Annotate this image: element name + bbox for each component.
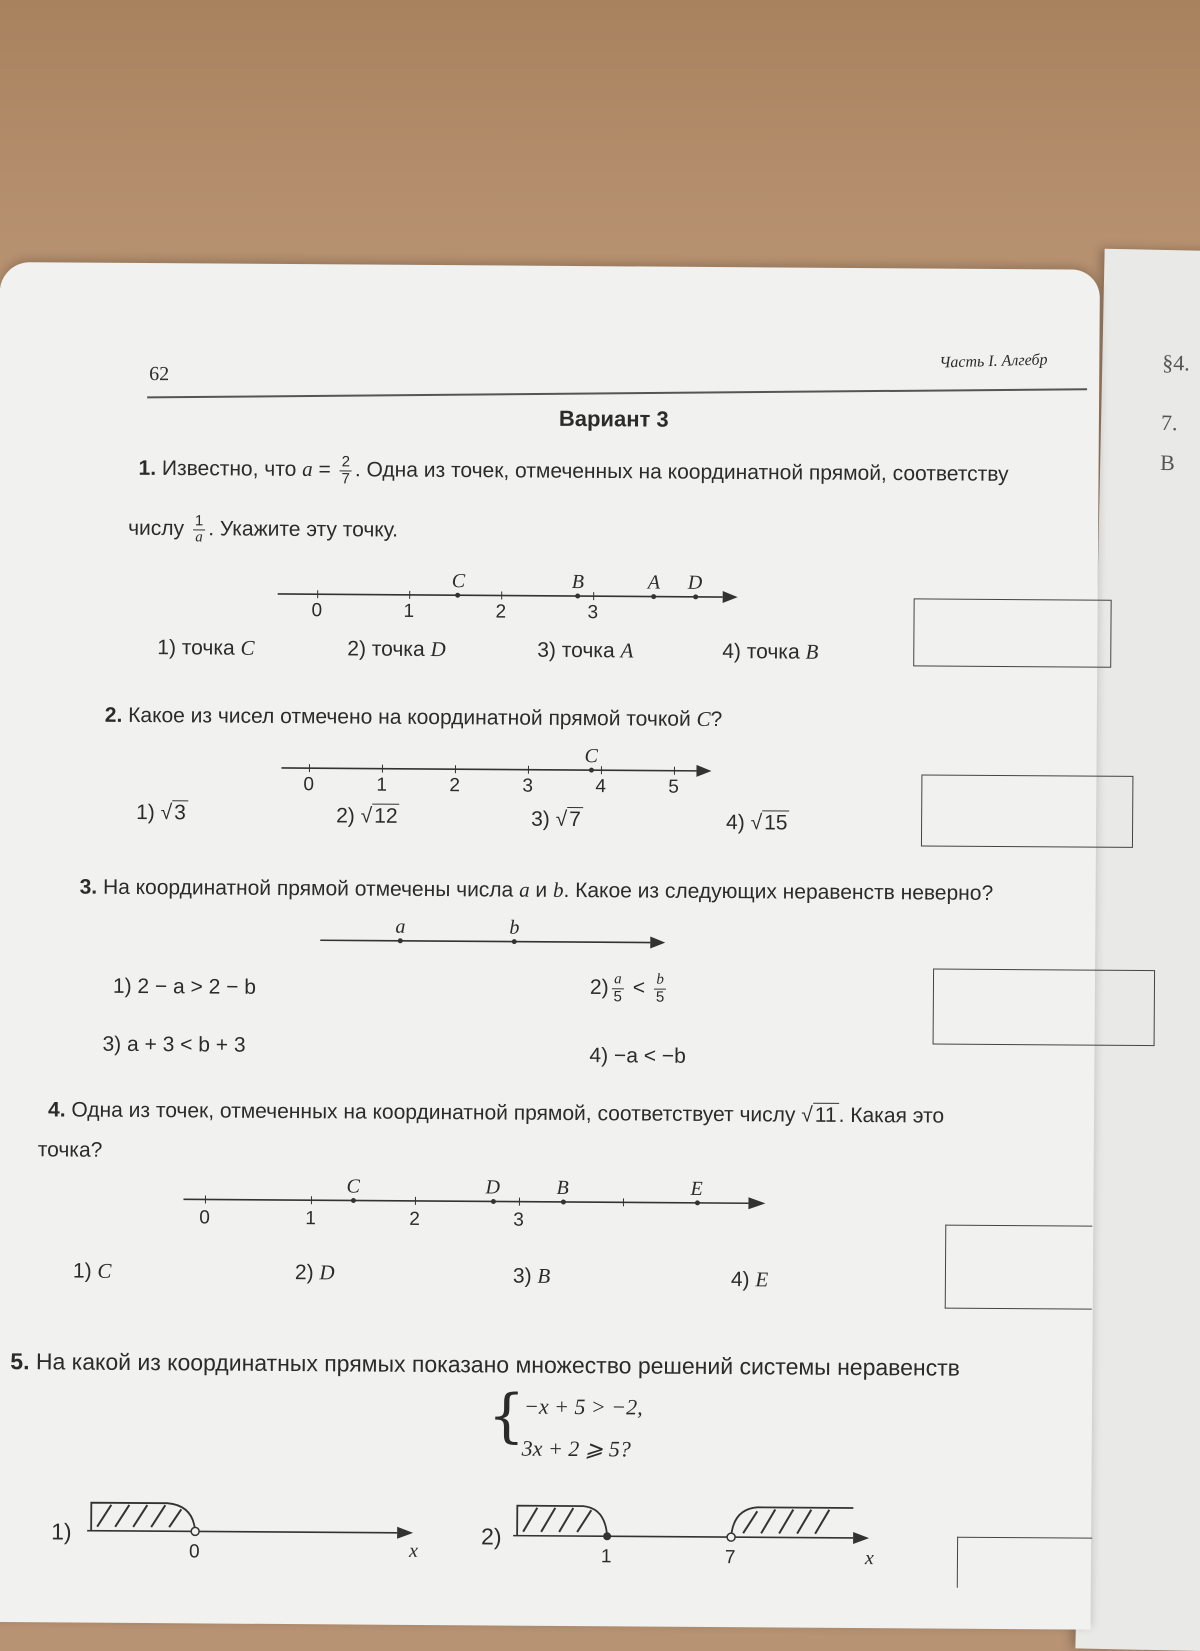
q2-tick-label: 1	[376, 775, 387, 796]
worksheet-page	[0, 262, 1100, 1630]
q3-point-label: a	[395, 916, 405, 938]
q1-inverse-fraction	[193, 513, 206, 546]
adjacent-page-line: В	[1160, 450, 1175, 476]
q2-tick-label: 0	[303, 774, 314, 795]
q5-opt2-open-point	[727, 1533, 735, 1541]
q3-option-4[interactable]: 4) −a < −b	[589, 1044, 685, 1069]
q2-option-1[interactable]	[136, 801, 188, 825]
q1-tick-label: 0	[312, 600, 323, 621]
q1-eq: =	[313, 458, 337, 481]
q2-point-label: C	[584, 745, 598, 767]
q3-frac-a-bot: 5	[612, 989, 624, 1005]
q4-option-text: 1)	[73, 1260, 98, 1283]
q3-frac-b	[654, 973, 667, 1006]
q4-tick-label: 3	[513, 1210, 524, 1231]
q4-arrow	[748, 1197, 765, 1209]
section-title: Часть I. Алгебр	[939, 351, 1048, 372]
q2-text: Какое из чисел отмечено на координатной прямой точкой	[128, 704, 697, 731]
q1-point-label: C	[452, 570, 466, 592]
q1-tick-label: 3	[587, 602, 598, 623]
q3-arrow	[650, 937, 665, 949]
q4-radicand: 11	[813, 1103, 839, 1127]
q5-option-1-number-line	[87, 1491, 427, 1563]
q4-tick-label: 2	[409, 1209, 420, 1230]
q4-number-line	[183, 1169, 783, 1233]
q1-fraction	[339, 454, 352, 487]
q4-option-value: D	[319, 1260, 334, 1284]
q2-tick-label: 5	[668, 777, 679, 798]
q4-option-value: B	[537, 1264, 550, 1288]
q1-text-b: . Одна из точек, отмеченных на координатной прямой, соответству	[355, 458, 1009, 486]
q1-option-3[interactable]	[537, 638, 633, 664]
q1-frac-top: 2	[340, 454, 352, 471]
q3-var-b: b	[553, 878, 564, 902]
q2-number-line	[281, 740, 731, 803]
q1-line2	[128, 513, 398, 547]
q4-point-mark	[351, 1198, 356, 1203]
q5-opt2-left-hatching	[523, 1508, 591, 1532]
q2-option-3[interactable]	[531, 808, 583, 832]
q3-number: 3.	[80, 876, 98, 899]
q2-tick-label: 2	[449, 775, 460, 796]
q1-inv-top: 1	[193, 513, 205, 530]
q4-answer-box[interactable]	[945, 1225, 1093, 1310]
q3-frac-b-bot: 5	[654, 989, 666, 1005]
q4-text-line2: точка?	[38, 1138, 103, 1162]
q2-option-radicand: 7	[567, 807, 583, 831]
q1-text-c: числу	[128, 517, 190, 540]
q4-option-text: 4)	[731, 1268, 756, 1291]
q2-option-radicand: 12	[372, 804, 400, 828]
q1-option-value: C	[240, 636, 254, 660]
q5-opt1-open-point	[191, 1527, 199, 1535]
q5-option-2-number-line	[513, 1494, 893, 1569]
q1-option-text: 2) точка	[347, 637, 430, 661]
q2-option-text: 1)	[136, 801, 161, 824]
q4-point-label: E	[689, 1178, 702, 1200]
q3-less-than: <	[633, 976, 645, 999]
q5-text: На какой из координатных прямых показано множество решений системы неравенств	[36, 1348, 960, 1380]
q4-option-text: 3)	[513, 1265, 538, 1288]
q1-option-text: 4) точка	[722, 640, 805, 664]
sqrt-symbol: √11	[801, 1104, 839, 1128]
q5-opt2-arrow	[853, 1532, 869, 1544]
adjacent-page-line: 7.	[1161, 410, 1178, 436]
q1-frac-bot: 7	[339, 471, 351, 487]
q3-point-mark	[398, 938, 403, 943]
q4-text-line1	[48, 1098, 944, 1128]
q5-opt1-hatching	[97, 1505, 181, 1528]
q2-text-line	[105, 703, 723, 732]
q4-option-1[interactable]	[73, 1259, 112, 1284]
q4-point-mark	[491, 1199, 496, 1204]
q1-option-value: D	[430, 637, 445, 661]
q2-point-mark	[589, 768, 594, 773]
q1-number: 1.	[138, 457, 156, 480]
q4-number: 4.	[48, 1098, 66, 1121]
q4-option-value: E	[755, 1267, 768, 1291]
q5-text-line	[10, 1348, 960, 1382]
q2-arrow	[696, 765, 711, 777]
q3-frac-a-top: a	[612, 972, 624, 989]
q3-point-label: b	[509, 917, 519, 939]
q1-arrow	[723, 591, 738, 603]
q1-option-text: 1) точка	[157, 636, 240, 660]
desk-background	[0, 0, 1200, 300]
q2-option-2[interactable]	[336, 804, 400, 828]
q1-line1	[138, 453, 1008, 492]
q2-tick-label: 4	[595, 776, 606, 797]
header-rule	[147, 388, 1087, 398]
q1-text-d: . Укажите эту точку.	[208, 517, 398, 541]
q5-inequality-2: 3x + 2 ⩾ 5?	[522, 1436, 631, 1463]
q2-option-radicand: 15	[762, 810, 790, 834]
q5-opt2-tick-label: 1	[601, 1546, 612, 1567]
q3-number-line	[320, 912, 680, 955]
q3-text-end: . Какое из следующих неравенств неверно?	[563, 879, 993, 905]
q5-option-1-label[interactable]: 1)	[51, 1518, 72, 1545]
q5-opt1-axis-var: x	[408, 1540, 418, 1562]
q3-frac-a	[612, 972, 625, 1005]
q1-inv-bot: a	[193, 530, 205, 546]
q5-opt2-axis	[513, 1536, 853, 1538]
q3-point-mark	[512, 939, 517, 944]
sqrt-symbol: √7	[556, 808, 583, 832]
q4-text: Одна из точек, отмеченных на координатной прямой, соответствует числу	[71, 1099, 801, 1127]
q3-text-line	[80, 875, 994, 906]
q5-opt2-closed-point	[603, 1532, 611, 1540]
q1-number-line	[277, 564, 757, 627]
q5-answer-box[interactable]	[957, 1537, 1092, 1589]
q2-answer-box[interactable]	[921, 774, 1133, 847]
q4-point-label: B	[556, 1177, 568, 1199]
q1-tick-label: 1	[403, 601, 414, 622]
q5-opt2-axis-var: x	[864, 1547, 874, 1569]
q3-and: и	[530, 879, 554, 902]
q4-option-value: C	[97, 1259, 111, 1283]
sqrt-symbol: √12	[361, 805, 400, 829]
q4-tick-label: 1	[305, 1208, 316, 1229]
q2-option-radicand: 3	[172, 800, 188, 824]
q2-axis	[281, 768, 696, 771]
q1-text-a: Известно, что	[162, 457, 302, 481]
q1-point-label: A	[646, 572, 661, 594]
q3-text: На координатной прямой отмечены числа	[103, 876, 519, 902]
q3-option-1[interactable]: 1) 2 − a > 2 − b	[113, 975, 256, 1000]
q1-option-value: B	[805, 640, 818, 664]
q5-opt1-tick-label: 0	[189, 1541, 200, 1562]
q1-var: a	[302, 457, 313, 481]
q5-opt1-shading-arc	[91, 1503, 195, 1532]
q1-option-2[interactable]	[347, 636, 446, 662]
adjacent-page-line: §4.	[1162, 350, 1190, 377]
variant-title: Вариант 3	[559, 406, 669, 433]
q3-answer-box[interactable]	[933, 969, 1156, 1047]
q1-point-mark	[575, 594, 580, 599]
q3-axis	[320, 940, 650, 942]
q1-answer-box[interactable]	[913, 598, 1111, 667]
q5-option-2-label[interactable]: 2)	[481, 1523, 502, 1550]
q4-axis	[183, 1199, 748, 1203]
page-number: 62	[149, 363, 169, 386]
q4-option-2[interactable]	[295, 1260, 335, 1285]
sqrt-symbol: √15	[751, 811, 790, 835]
q2-option-text: 3)	[531, 808, 556, 831]
q4-point-mark	[561, 1199, 566, 1204]
q5-opt1-axis	[87, 1531, 397, 1533]
q1-option-4[interactable]	[722, 639, 818, 665]
q1-option-1[interactable]	[157, 635, 254, 661]
q2-option-text: 2)	[336, 804, 361, 827]
q1-option-value: A	[620, 638, 633, 662]
q1-point-mark	[651, 594, 656, 599]
q1-point-label: D	[687, 572, 703, 594]
q3-option-text: 2)	[590, 976, 609, 999]
q3-frac-b-top: b	[654, 973, 666, 990]
q4-text-end: . Какая это	[839, 1104, 945, 1128]
q1-tick-label: 2	[495, 601, 506, 622]
q4-option-3[interactable]	[513, 1264, 551, 1289]
q5-opt2-right-hatching	[743, 1509, 829, 1534]
q1-point-mark	[455, 593, 460, 598]
q3-var-a: a	[519, 878, 530, 902]
q2-option-4[interactable]	[726, 811, 790, 835]
q4-option-4[interactable]	[731, 1267, 769, 1292]
q5-opt2-tick-label: 7	[725, 1547, 736, 1568]
q5-inequality-1: −x + 5 > −2,	[524, 1394, 643, 1421]
q1-point-label: B	[572, 571, 584, 593]
q2-number: 2.	[105, 704, 123, 727]
sqrt-symbol: √3	[161, 801, 188, 825]
q3-option-3[interactable]: 3) a + 3 < b + 3	[102, 1033, 245, 1058]
q3-option-2[interactable]	[590, 972, 670, 1005]
system-brace: {	[488, 1381, 525, 1449]
q2-end: ?	[710, 708, 722, 731]
q2-tick-label: 3	[522, 776, 533, 797]
q4-option-text: 2)	[295, 1261, 320, 1284]
q5-opt1-arrow	[397, 1527, 413, 1539]
q4-tick-label: 0	[199, 1207, 210, 1228]
q1-option-text: 3) точка	[537, 639, 620, 663]
q4-point-mark	[695, 1200, 700, 1205]
q1-point-mark	[693, 594, 698, 599]
q4-point-label: D	[484, 1176, 500, 1198]
q4-point-label: C	[346, 1175, 360, 1197]
q2-var: C	[696, 707, 710, 731]
q5-number: 5.	[10, 1348, 29, 1374]
q2-option-text: 4)	[726, 811, 751, 834]
